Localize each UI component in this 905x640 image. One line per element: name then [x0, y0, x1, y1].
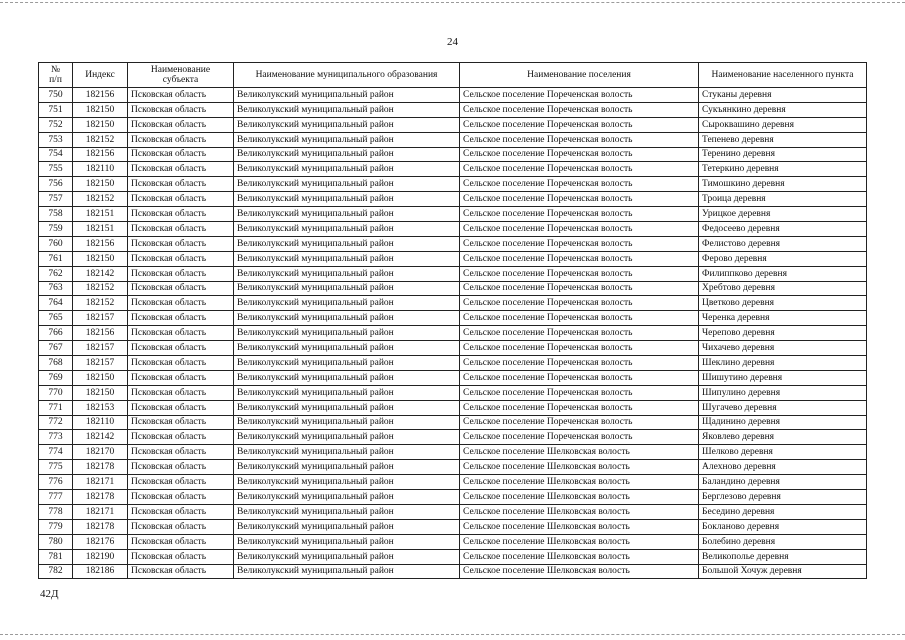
- cell-subject: Псковская область: [128, 251, 234, 266]
- cell-num: 772: [39, 415, 73, 430]
- cell-subject: Псковская область: [128, 430, 234, 445]
- cell-settlement: Сельское поселение Пореченская волость: [460, 311, 699, 326]
- cell-num: 760: [39, 236, 73, 251]
- cell-subject: Псковская область: [128, 192, 234, 207]
- header-row: [39, 63, 867, 88]
- table-row: [39, 445, 867, 460]
- cell-subject: Псковская область: [128, 549, 234, 564]
- cell-subject: Псковская область: [128, 311, 234, 326]
- cell-subject: Псковская область: [128, 356, 234, 371]
- header-subject-line2: субъекта: [162, 75, 199, 85]
- cell-num: 756: [39, 177, 73, 192]
- cell-subject: Псковская область: [128, 504, 234, 519]
- cell-subject: Псковская область: [128, 147, 234, 162]
- table-row: [39, 504, 867, 519]
- cell-locality: Болебино деревня: [699, 534, 867, 549]
- cell-num: 775: [39, 460, 73, 475]
- cell-locality: Чихачево деревня: [699, 341, 867, 356]
- table-row: [39, 132, 867, 147]
- cell-settlement: Сельское поселение Пореченская волость: [460, 415, 699, 430]
- table-row: [39, 430, 867, 445]
- cell-index: 182156: [73, 236, 128, 251]
- cell-municipal: Великолукский муниципальный район: [234, 222, 460, 237]
- cell-municipal: Великолукский муниципальный район: [234, 460, 460, 475]
- cell-settlement: Сельское поселение Пореченская волость: [460, 192, 699, 207]
- table-row: [39, 88, 867, 103]
- cell-num: 779: [39, 519, 73, 534]
- cell-settlement: Сельское поселение Пореченская волость: [460, 296, 699, 311]
- cell-settlement: Сельское поселение Пореченская волость: [460, 236, 699, 251]
- table-row: [39, 147, 867, 162]
- cell-index: 182151: [73, 222, 128, 237]
- cell-settlement: Сельское поселение Шелковская волость: [460, 475, 699, 490]
- cell-locality: Тепенево деревня: [699, 132, 867, 147]
- cell-locality: Шелково деревня: [699, 445, 867, 460]
- table-row: [39, 400, 867, 415]
- header-municipal: Наименование муниципального образования: [234, 63, 460, 88]
- cell-index: 182171: [73, 475, 128, 490]
- cell-subject: Псковская область: [128, 385, 234, 400]
- cell-locality: Щадинино деревня: [699, 415, 867, 430]
- cell-num: 766: [39, 326, 73, 341]
- cell-subject: Псковская область: [128, 177, 234, 192]
- cell-num: 761: [39, 251, 73, 266]
- cell-settlement: Сельское поселение Пореченская волость: [460, 251, 699, 266]
- cell-num: 773: [39, 430, 73, 445]
- cell-num: 778: [39, 504, 73, 519]
- cell-settlement: Сельское поселение Шелковская волость: [460, 534, 699, 549]
- cell-settlement: Сельское поселение Шелковская волость: [460, 445, 699, 460]
- table-body: [39, 88, 867, 579]
- cell-settlement: Сельское поселение Пореченская волость: [460, 400, 699, 415]
- cell-index: 182150: [73, 117, 128, 132]
- localities-table: [38, 62, 867, 579]
- cell-municipal: Великолукский муниципальный район: [234, 207, 460, 222]
- table-row: [39, 460, 867, 475]
- table-row: [39, 162, 867, 177]
- cell-locality: Алехново деревня: [699, 460, 867, 475]
- cell-index: 182170: [73, 445, 128, 460]
- table-row: [39, 281, 867, 296]
- cell-index: 182157: [73, 341, 128, 356]
- cell-locality: Черепово деревня: [699, 326, 867, 341]
- cell-subject: Псковская область: [128, 296, 234, 311]
- cell-municipal: Великолукский муниципальный район: [234, 281, 460, 296]
- cell-subject: Псковская область: [128, 117, 234, 132]
- cell-locality: Шеклино деревня: [699, 356, 867, 371]
- table-row: [39, 370, 867, 385]
- cell-index: 182150: [73, 385, 128, 400]
- cell-index: 182152: [73, 296, 128, 311]
- cell-settlement: Сельское поселение Пореченская волость: [460, 326, 699, 341]
- table-row: [39, 519, 867, 534]
- cell-index: 182150: [73, 251, 128, 266]
- table-row: [39, 207, 867, 222]
- cell-subject: Псковская область: [128, 162, 234, 177]
- cell-locality: Великополье деревня: [699, 549, 867, 564]
- cell-municipal: Великолукский муниципальный район: [234, 311, 460, 326]
- table-row: [39, 266, 867, 281]
- table-container: [38, 62, 866, 579]
- cell-municipal: Великолукский муниципальный район: [234, 132, 460, 147]
- cell-num: 774: [39, 445, 73, 460]
- cell-municipal: Великолукский муниципальный район: [234, 519, 460, 534]
- cell-settlement: Сельское поселение Пореченская волость: [460, 177, 699, 192]
- cell-settlement: Сельское поселение Шелковская волость: [460, 564, 699, 579]
- cell-locality: Яковлево деревня: [699, 430, 867, 445]
- cell-locality: Баландино деревня: [699, 475, 867, 490]
- cell-index: 182171: [73, 504, 128, 519]
- cell-index: 182156: [73, 147, 128, 162]
- cell-index: 182156: [73, 88, 128, 103]
- cell-subject: Псковская область: [128, 415, 234, 430]
- cell-municipal: Великолукский муниципальный район: [234, 236, 460, 251]
- cell-locality: Бокланово деревня: [699, 519, 867, 534]
- cell-num: 780: [39, 534, 73, 549]
- cell-num: 754: [39, 147, 73, 162]
- cell-index: 182178: [73, 490, 128, 505]
- cell-municipal: Великолукский муниципальный район: [234, 564, 460, 579]
- cell-subject: Псковская область: [128, 475, 234, 490]
- cell-subject: Псковская область: [128, 564, 234, 579]
- header-settlement: Наименование поселения: [460, 63, 699, 88]
- cell-subject: Псковская область: [128, 445, 234, 460]
- scan-edge-bottom: [0, 634, 905, 636]
- header-subject: [128, 63, 234, 88]
- cell-index: 182152: [73, 132, 128, 147]
- table-row: [39, 102, 867, 117]
- cell-locality: Стуканы деревня: [699, 88, 867, 103]
- header-subject-line1: Наименование: [150, 65, 211, 75]
- cell-index: 182157: [73, 311, 128, 326]
- cell-num: 752: [39, 117, 73, 132]
- table-row: [39, 177, 867, 192]
- cell-locality: Сукъянкино деревня: [699, 102, 867, 117]
- table-row: [39, 549, 867, 564]
- cell-municipal: Великолукский муниципальный район: [234, 385, 460, 400]
- cell-municipal: Великолукский муниципальный район: [234, 370, 460, 385]
- cell-num: 769: [39, 370, 73, 385]
- cell-num: 767: [39, 341, 73, 356]
- cell-municipal: Великолукский муниципальный район: [234, 430, 460, 445]
- table-row: [39, 564, 867, 579]
- cell-num: 768: [39, 356, 73, 371]
- cell-locality: Фелистово деревня: [699, 236, 867, 251]
- cell-locality: Хребтово деревня: [699, 281, 867, 296]
- cell-municipal: Великолукский муниципальный район: [234, 415, 460, 430]
- header-num: [39, 63, 73, 88]
- cell-locality: Ферово деревня: [699, 251, 867, 266]
- cell-settlement: Сельское поселение Пореченская волость: [460, 356, 699, 371]
- cell-subject: Псковская область: [128, 326, 234, 341]
- cell-municipal: Великолукский муниципальный район: [234, 504, 460, 519]
- cell-municipal: Великолукский муниципальный район: [234, 177, 460, 192]
- cell-index: 182186: [73, 564, 128, 579]
- cell-settlement: Сельское поселение Пореченская волость: [460, 222, 699, 237]
- cell-num: 776: [39, 475, 73, 490]
- cell-locality: Федосеево деревня: [699, 222, 867, 237]
- cell-settlement: Сельское поселение Пореченская волость: [460, 370, 699, 385]
- cell-subject: Псковская область: [128, 534, 234, 549]
- cell-settlement: Сельское поселение Пореченская волость: [460, 207, 699, 222]
- cell-locality: Тимошкино деревня: [699, 177, 867, 192]
- cell-municipal: Великолукский муниципальный район: [234, 266, 460, 281]
- footer-code: 42Д: [40, 588, 59, 600]
- cell-subject: Псковская область: [128, 88, 234, 103]
- cell-num: 781: [39, 549, 73, 564]
- cell-settlement: Сельское поселение Шелковская волость: [460, 490, 699, 505]
- cell-settlement: Сельское поселение Пореченская волость: [460, 102, 699, 117]
- cell-municipal: Великолукский муниципальный район: [234, 475, 460, 490]
- cell-locality: Шугачево деревня: [699, 400, 867, 415]
- cell-municipal: Великолукский муниципальный район: [234, 296, 460, 311]
- cell-municipal: Великолукский муниципальный район: [234, 251, 460, 266]
- cell-index: 182150: [73, 370, 128, 385]
- cell-municipal: Великолукский муниципальный район: [234, 341, 460, 356]
- cell-municipal: Великолукский муниципальный район: [234, 88, 460, 103]
- cell-index: 182152: [73, 192, 128, 207]
- cell-index: 182178: [73, 460, 128, 475]
- cell-locality: Троица деревня: [699, 192, 867, 207]
- cell-settlement: Сельское поселение Шелковская волость: [460, 549, 699, 564]
- table-row: [39, 251, 867, 266]
- cell-municipal: Великолукский муниципальный район: [234, 147, 460, 162]
- cell-settlement: Сельское поселение Пореченская волость: [460, 281, 699, 296]
- table-row: [39, 236, 867, 251]
- cell-num: 758: [39, 207, 73, 222]
- cell-index: 182156: [73, 326, 128, 341]
- cell-num: 757: [39, 192, 73, 207]
- cell-municipal: Великолукский муниципальный район: [234, 162, 460, 177]
- cell-municipal: Великолукский муниципальный район: [234, 490, 460, 505]
- cell-num: 755: [39, 162, 73, 177]
- cell-index: 182110: [73, 162, 128, 177]
- cell-num: 751: [39, 102, 73, 117]
- cell-locality: Черенка деревня: [699, 311, 867, 326]
- cell-num: 759: [39, 222, 73, 237]
- table-row: [39, 385, 867, 400]
- cell-subject: Псковская область: [128, 132, 234, 147]
- table-row: [39, 534, 867, 549]
- cell-subject: Псковская область: [128, 222, 234, 237]
- table-row: [39, 296, 867, 311]
- cell-settlement: Сельское поселение Пореченская волость: [460, 266, 699, 281]
- cell-locality: Филиппково деревня: [699, 266, 867, 281]
- cell-settlement: Сельское поселение Пореченская волость: [460, 88, 699, 103]
- cell-num: 764: [39, 296, 73, 311]
- cell-settlement: Сельское поселение Пореченская волость: [460, 430, 699, 445]
- cell-subject: Псковская область: [128, 236, 234, 251]
- table-row: [39, 490, 867, 505]
- table-row: [39, 222, 867, 237]
- cell-subject: Псковская область: [128, 460, 234, 475]
- cell-num: 762: [39, 266, 73, 281]
- cell-locality: Шипулино деревня: [699, 385, 867, 400]
- cell-locality: Шишутино деревня: [699, 370, 867, 385]
- cell-index: 182150: [73, 177, 128, 192]
- header-num-line1: №: [50, 65, 61, 75]
- cell-subject: Псковская область: [128, 370, 234, 385]
- cell-index: 182142: [73, 430, 128, 445]
- cell-settlement: Сельское поселение Пореченская волость: [460, 385, 699, 400]
- cell-num: 765: [39, 311, 73, 326]
- cell-num: 753: [39, 132, 73, 147]
- cell-locality: Тетеркино деревня: [699, 162, 867, 177]
- cell-num: 763: [39, 281, 73, 296]
- cell-municipal: Великолукский муниципальный район: [234, 549, 460, 564]
- cell-locality: Беседино деревня: [699, 504, 867, 519]
- cell-num: 750: [39, 88, 73, 103]
- cell-subject: Псковская область: [128, 207, 234, 222]
- table-row: [39, 117, 867, 132]
- cell-index: 182190: [73, 549, 128, 564]
- cell-municipal: Великолукский муниципальный район: [234, 102, 460, 117]
- table-row: [39, 311, 867, 326]
- header-index: Индекс: [73, 63, 128, 88]
- cell-settlement: Сельское поселение Пореченская волость: [460, 341, 699, 356]
- table-row: [39, 415, 867, 430]
- cell-settlement: Сельское поселение Пореченская волость: [460, 147, 699, 162]
- cell-index: 182157: [73, 356, 128, 371]
- cell-index: 182151: [73, 207, 128, 222]
- table-row: [39, 356, 867, 371]
- cell-locality: Урицкое деревня: [699, 207, 867, 222]
- cell-settlement: Сельское поселение Шелковская волость: [460, 504, 699, 519]
- cell-municipal: Великолукский муниципальный район: [234, 534, 460, 549]
- cell-num: 771: [39, 400, 73, 415]
- table-row: [39, 475, 867, 490]
- cell-municipal: Великолукский муниципальный район: [234, 192, 460, 207]
- page-number: 24: [447, 36, 458, 48]
- cell-subject: Псковская область: [128, 519, 234, 534]
- header-locality: Наименование населенного пункта: [699, 63, 867, 88]
- cell-index: 182152: [73, 281, 128, 296]
- cell-subject: Псковская область: [128, 281, 234, 296]
- cell-index: 182150: [73, 102, 128, 117]
- table-row: [39, 192, 867, 207]
- cell-subject: Псковская область: [128, 266, 234, 281]
- cell-locality: Теренино деревня: [699, 147, 867, 162]
- cell-locality: Сыроквашино деревня: [699, 117, 867, 132]
- cell-num: 770: [39, 385, 73, 400]
- cell-settlement: Сельское поселение Шелковская волость: [460, 519, 699, 534]
- cell-municipal: Великолукский муниципальный район: [234, 445, 460, 460]
- cell-index: 182153: [73, 400, 128, 415]
- cell-municipal: Великолукский муниципальный район: [234, 356, 460, 371]
- table-row: [39, 326, 867, 341]
- cell-locality: Цветково деревня: [699, 296, 867, 311]
- header-num-line2: п/п: [49, 75, 62, 85]
- cell-subject: Псковская область: [128, 400, 234, 415]
- cell-subject: Псковская область: [128, 490, 234, 505]
- cell-num: 782: [39, 564, 73, 579]
- cell-index: 182110: [73, 415, 128, 430]
- cell-index: 182178: [73, 519, 128, 534]
- cell-municipal: Великолукский муниципальный район: [234, 117, 460, 132]
- cell-subject: Псковская область: [128, 102, 234, 117]
- cell-locality: Берглезово деревня: [699, 490, 867, 505]
- cell-settlement: Сельское поселение Пореченская волость: [460, 117, 699, 132]
- table-row: [39, 341, 867, 356]
- cell-settlement: Сельское поселение Шелковская волость: [460, 460, 699, 475]
- cell-municipal: Великолукский муниципальный район: [234, 400, 460, 415]
- table-header: [39, 63, 867, 88]
- cell-settlement: Сельское поселение Пореченская волость: [460, 162, 699, 177]
- cell-municipal: Великолукский муниципальный район: [234, 326, 460, 341]
- cell-index: 182176: [73, 534, 128, 549]
- cell-locality: Большой Хочуж деревня: [699, 564, 867, 579]
- cell-index: 182142: [73, 266, 128, 281]
- scan-edge-top: [0, 2, 905, 4]
- cell-settlement: Сельское поселение Пореченская волость: [460, 132, 699, 147]
- cell-subject: Псковская область: [128, 341, 234, 356]
- cell-num: 777: [39, 490, 73, 505]
